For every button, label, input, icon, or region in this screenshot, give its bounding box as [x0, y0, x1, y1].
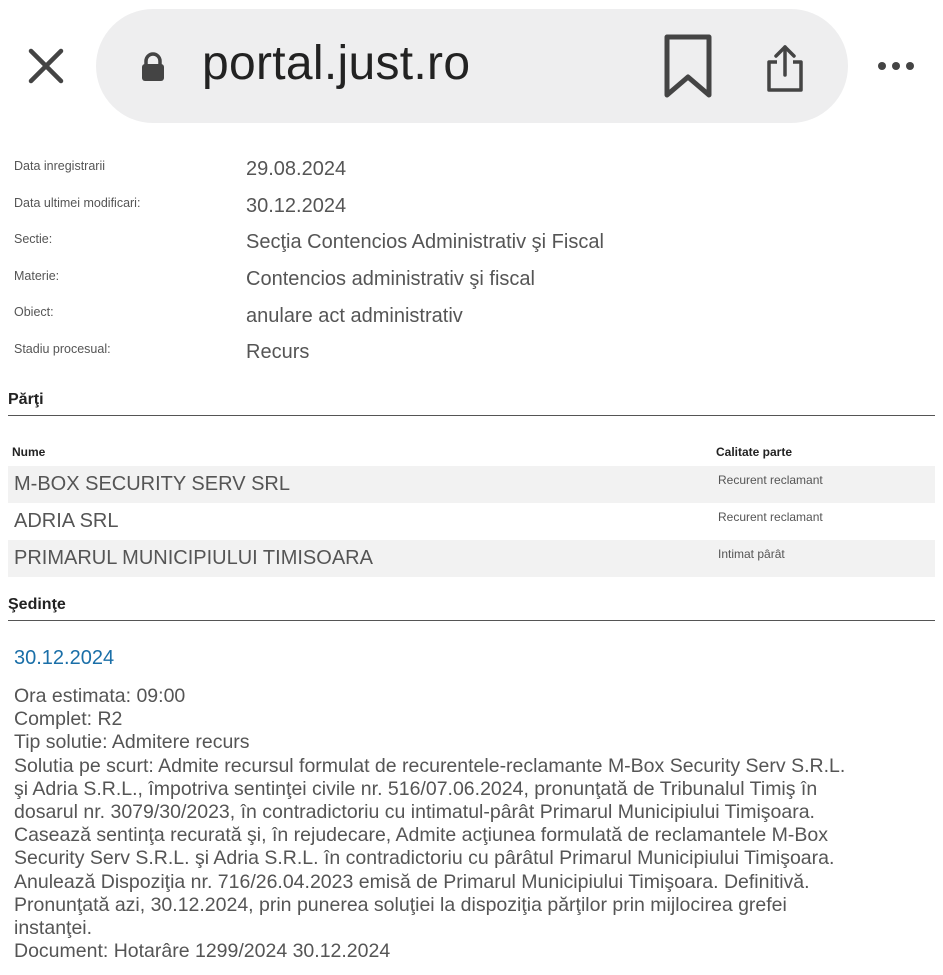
session-date-link[interactable]: 30.12.2024 [14, 647, 115, 669]
field-label-stadiu-procesual: Stadiu procesual: [14, 342, 111, 356]
field-label-data-ultimei-modificari: Data ultimei modificari: [14, 196, 141, 210]
parti-section-title: Părţi [8, 391, 44, 408]
browser-toolbar [0, 0, 943, 130]
session-line-solutie: Security Serv S.R.L. şi Adria S.R.L. în contradictoriu cu pârâtul Primarul Municipiului Timişoara. [14, 847, 835, 870]
field-value-data-inregistrarii: 29.08.2024 [246, 158, 347, 180]
session-line-solutie: instanţei. [14, 917, 93, 940]
session-line-solutie: Pronunţată azi, 30.12.2024, prin punerea soluţiei la dispoziţia părţilor prin mijlocirea grefei [14, 893, 787, 916]
session-line-solutie: Solutia pe scurt: Admite recursul formulat de recurentele-reclamante M-Box Security Serv S.R.L. [14, 754, 846, 777]
field-label-materie: Materie: [14, 269, 60, 283]
party-name: ADRIA SRL [14, 510, 119, 532]
sedinte-section-title: Şedinţe [8, 596, 66, 613]
session-line-complet: Complet: R2 [14, 708, 123, 731]
field-value-data-ultimei-modificari: 30.12.2024 [246, 195, 347, 217]
session-line-document: Document: Hotarâre 1299/2024 30.12.2024 [14, 940, 391, 963]
field-label-obiect: Obiect: [14, 305, 54, 319]
parti-column-nume: Nume [12, 445, 46, 459]
field-label-data-inregistrarii: Data inregistrarii [14, 159, 106, 173]
parti-column-calitate: Calitate parte [716, 445, 793, 459]
party-role: Recurent reclamant [718, 473, 823, 487]
session-line-ora: Ora estimata: 09:00 [14, 685, 186, 707]
field-value-obiect: anulare act administrativ [246, 305, 463, 327]
lock-icon [140, 52, 166, 82]
field-value-materie: Contencios administrativ şi fiscal [246, 268, 535, 290]
table-row [8, 540, 935, 577]
party-name: M-BOX SECURITY SERV SRL [14, 473, 290, 495]
field-label-sectie: Sectie: [14, 232, 53, 246]
session-line-solutie: dosarul nr. 3079/30/2023, în contradictoriu cu intimatul-pârât Primarul Municipiului Timişoara. [14, 801, 815, 824]
session-line-solutie: Casează sentinţa recurată şi, în rejudecare, Admite acţiunea formulată de reclamantele M-Box [14, 824, 829, 847]
table-row [8, 466, 935, 503]
session-line-solutie: Anulează Dispoziţia nr. 716/26.04.2023 emisă de Primarul Municipiului Timişoara. Definitivă. [14, 870, 810, 893]
session-line-tip-solutie: Tip solutie: Admitere recurs [14, 731, 250, 754]
address-url[interactable]: portal.just.ro [202, 37, 471, 90]
party-role: Intimat pârât [718, 547, 785, 561]
party-role: Recurent reclamant [718, 510, 823, 524]
table-row [8, 503, 935, 540]
field-value-sectie: Secţia Contencios Administrativ şi Fiscal [246, 231, 604, 253]
parti-divider [8, 415, 935, 416]
bookmark-icon[interactable] [662, 33, 714, 99]
party-name: PRIMARUL MUNICIPIULUI TIMISOARA [14, 547, 373, 569]
session-details [14, 685, 929, 963]
session-line-solutie: şi Adria S.R.L., împotriva sentinţei civile nr. 516/07.06.2024, pronunţată de Tribunalul Timiş în [14, 777, 818, 800]
more-options-icon[interactable] [876, 58, 918, 74]
field-value-stadiu-procesual: Recurs [246, 341, 310, 363]
close-icon[interactable] [26, 46, 66, 86]
share-icon[interactable] [764, 44, 806, 94]
sedinte-divider [8, 620, 935, 621]
